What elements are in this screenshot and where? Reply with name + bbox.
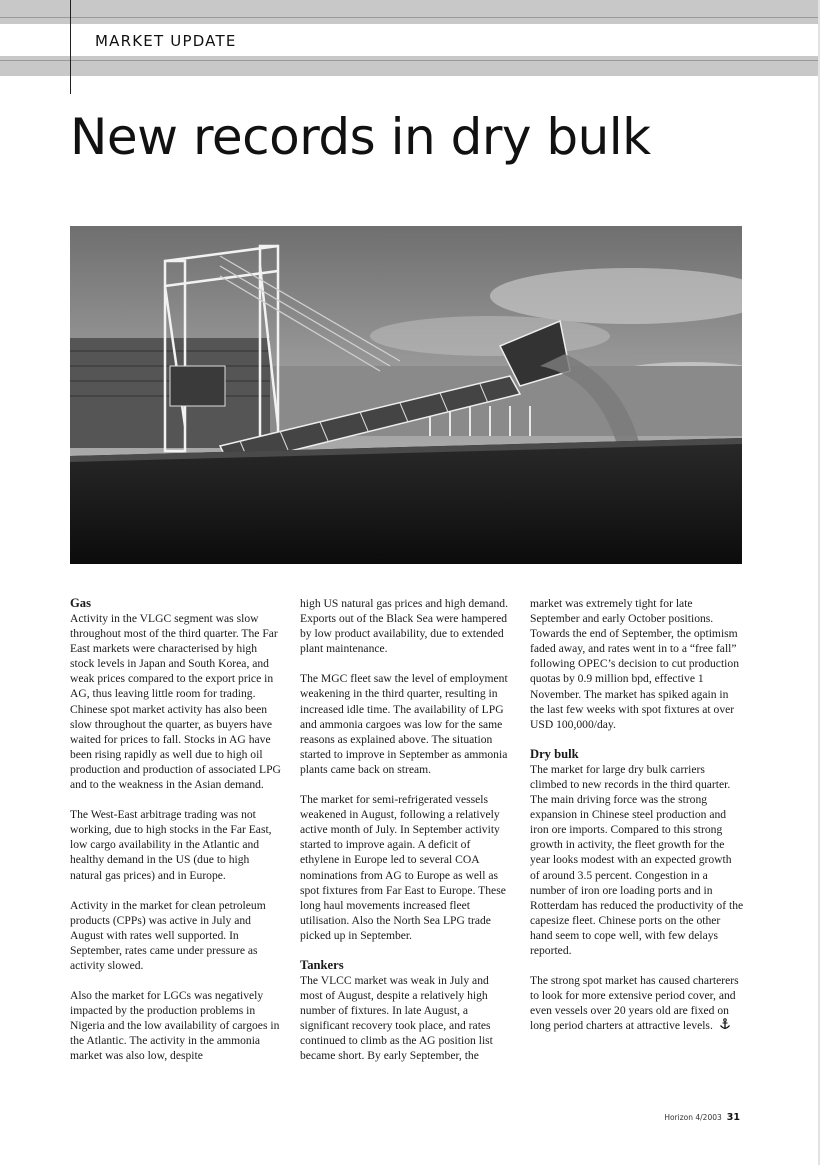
heading-dry-bulk: Dry bulk [530, 746, 579, 761]
header-stripe-top [0, 0, 820, 24]
header-stripe-bottom [0, 56, 820, 76]
text-column-1 [70, 596, 282, 1079]
paragraph: The VLCC market was weak in July and most of August, despite a relatively high number of fixtures. In late August, a significant recovery took place, and rates continued to climb as the AG position list became short. By early September, the [300, 973, 493, 1063]
paragraph: The West-East arbitrage trading was not working, due to high stocks in the Far East, low cargo availability in the Atlantic and healthy demand in the US (due to high natural gas prices) and in Europe. [70, 808, 272, 882]
page-number: 31 [726, 1112, 740, 1123]
article-title: New records in dry bulk [70, 108, 651, 166]
section-label: MARKET UPDATE [95, 32, 237, 50]
paragraph: Also the market for LGCs was negatively impacted by the production problems in Nigeria and the low availability of cargoes in the Atlantic. The activity in the ammonia market was also low, despite [70, 989, 280, 1063]
header-rule [70, 0, 71, 94]
paragraph: Activity in the VLGC segment was slow throughout most of the third quarter. The Far East markets were characterised by high stock levels in Japan and South Korea, and weak prices compared to the export price in AG, thus leaving little room for trading. Chinese spot market activity has also been slow throughout the quarter, as buyers have waited for prices to fall. Stocks in AG have been rising rapidly as well due to high oil production and production of associated LPG and to the weakness in the Asian demand. [70, 612, 281, 792]
paragraph: The market for semi-refrigerated vessels weakened in August, following a relatively active month of July. In September activity started to improve again. A deficit of ethylene in Europe led to several COA nominations from AG to Europe as well as spot fixtures from Far East to Europe. These long haul movements increased fleet utilisation. Also the North Sea LPG trade picked up in September. [300, 793, 506, 942]
paragraph: Activity in the market for clean petroleum products (CPPs) was active in July and August with rates well supported. In September, rates came under pressure as activity slowed. [70, 898, 266, 972]
anchor-icon [719, 1018, 731, 1030]
text-column-3 [530, 596, 744, 1048]
publication-label: Horizon 4/2003 [664, 1113, 722, 1122]
text-column-2 [300, 596, 512, 1079]
article-photo [70, 226, 742, 564]
paragraph-text: The strong spot market has caused charterers to look for more extensive period cover, and even vessels over 20 years old are fixed on long period charters at attractive levels. [530, 974, 739, 1033]
page-footer [664, 1112, 740, 1123]
paragraph: The MGC fleet saw the level of employment weakening in the third quarter, resulting in increased idle time. The availability of LPG and ammonia cargoes was low for the same reasons as explained above. The situation started to improve in September as ammonia plants came back on stream. [300, 672, 508, 776]
paragraph-final [530, 973, 744, 1033]
paragraph: market was extremely tight for late September and early October positions. Towards the end of September, the optimism faded away, and rates went in to a “free fall” following OPEC’s decision to cut production quotas by 0.9 million bpd, effective 1 November. The market has spiked again in the last few weeks with spot fixtures at over USD 100,000/day. [530, 597, 739, 731]
paragraph: high US natural gas prices and high demand. Exports out of the Black Sea were hampered by low product availability, due to extended plant maintenance. [300, 597, 508, 656]
paragraph: The market for large dry bulk carriers climbed to new records in the third quarter. The main driving force was the strong expansion in Chinese steel production and iron ore imports. Compared to this strong growth in activity, the fleet growth for the year looks modest with an expected growth of around 3.5 percent. Congestion in a number of iron ore loading ports and in Rotterdam has reduced the productivity of the capesize fleet. Chinese ports on the other hand seem to cope well, with few delays reported. [530, 762, 744, 957]
heading-tankers: Tankers [300, 957, 344, 972]
heading-gas: Gas [70, 596, 91, 610]
